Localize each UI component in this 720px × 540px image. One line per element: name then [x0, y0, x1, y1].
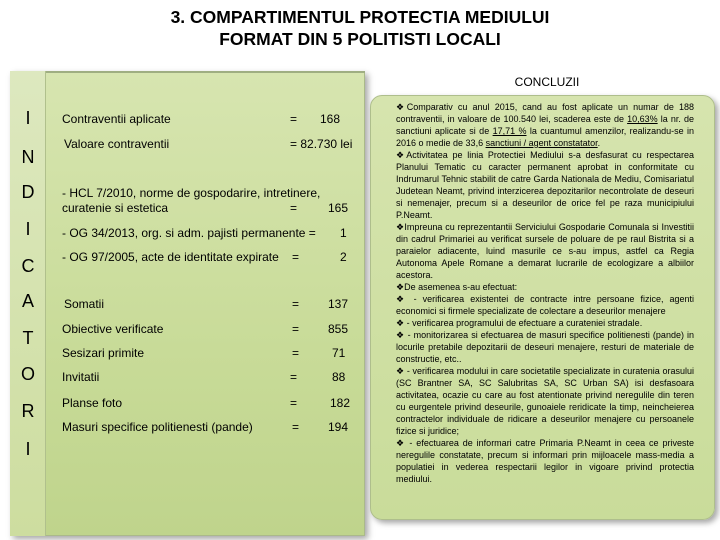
- indicator-equals: =: [290, 370, 298, 384]
- vertical-letter: I: [25, 108, 31, 128]
- vertical-letter: A: [21, 291, 34, 311]
- indicator-value: 88: [332, 370, 346, 384]
- decrease-percent-sanctions: 10,63%: [627, 114, 658, 124]
- indicator-value: = 82.730 lei: [290, 137, 353, 151]
- indicator-label: Valoare contraventii: [64, 137, 170, 151]
- title-line-1: 3. COMPARTIMENTUL PROTECTIA MEDIULUI: [170, 7, 550, 27]
- vertical-letter: T: [22, 328, 34, 348]
- indicator-label: Somatii: [64, 297, 105, 311]
- indicator-value: 2: [340, 250, 347, 264]
- indicator-label: Invitatii: [62, 370, 100, 384]
- indicator-equals: =: [292, 297, 300, 311]
- indicator-label: curatenie si estetica: [62, 201, 169, 215]
- vertical-letter: I: [25, 439, 31, 459]
- vertical-letter: O: [20, 364, 35, 384]
- page-title: [0, 6, 720, 50]
- conclusion-paragraph: ❖ - monitorizarea si efectuarea de masuri specifice politienesti (pande) in locurile pretabile depozitarii de deseuri menajere, resturi de materiale de constructie, etc..: [396, 330, 694, 364]
- conclusion-text-segment: .: [597, 138, 601, 148]
- indicator-label: - OG 34/2013, org. si adm. pajisti permanente =: [62, 226, 316, 240]
- indicator-label: Sesizari primite: [62, 346, 145, 360]
- conclusion-paragraph: ❖Impreuna cu reprezentantii Serviciului Gospodarie Comunala si Investitii din cadrul Primariei au verificat sursele de poluare de pe raul Bistrita si a paraielor adiacente, luind masurile ce s-au impus, astfel ca Regia Autonoma Apele Romane a demarat lucrarile de ecologizare a albiilor acestora.: [396, 222, 694, 280]
- indicator-label: Planse foto: [62, 396, 123, 410]
- vertical-letter: I: [25, 219, 31, 239]
- indicator-value: 1: [340, 226, 347, 240]
- indicator-equals: =: [292, 420, 300, 434]
- indicator-label: - HCL 7/2010, norme de gospodarire, intretinere,: [62, 186, 321, 200]
- indicator-equals: =: [292, 250, 300, 264]
- indicator-equals: =: [290, 201, 298, 215]
- indicator-label: Obiective verificate: [62, 322, 164, 336]
- indicator-value: 165: [328, 201, 349, 215]
- vertical-letter: R: [21, 401, 35, 421]
- vertical-letter: D: [21, 182, 35, 202]
- sanctions-per-agent: sanctiuni / agent constatator: [485, 138, 598, 148]
- conclusion-paragraph: [396, 101, 694, 149]
- panel-top-divider: [10, 71, 365, 73]
- indicator-label: Masuri specifice politienesti (pande): [62, 420, 253, 434]
- conclusions-text: [396, 101, 694, 485]
- conclusion-paragraph: ❖ - verificarea modului in care societatile specializate in curatenia orasului (SC Brantner SA, SC Salubritas SA, SC Urban SA) isi desfasoara activitatea, ocazie cu care au fost atentionate privind neregulile din teren cu eurgentele privind deseurile, gunoaiele reridicate la timp, neincheierea contractelor individuale de ridicare a deseurilor menajere cu persoanele fizice si juridice;: [396, 366, 694, 436]
- conclusion-paragraph: ❖De asemenea s-au efectuat:: [396, 282, 518, 292]
- indicator-value: 855: [328, 322, 349, 336]
- conclusion-paragraph: ❖Activitatea pe linia Protectiei Mediului s-a desfasurat cu respectarea Planului Tematic cu caracter permanent aprobat in conformitate cu Indrumarul Tehnic stabilit de catre Garda Nationala de Mediu, Comisariatul Judetean Neamt, privind interzicerea depozitarilor necontrolate de deseuri si nemenajer, precum si a deseurilor de orice fel pe raza municipiului P.Neamt.: [396, 150, 694, 220]
- conclusion-text-segment: ❖Comparativ cu anul 2015, cand au fost aplicate un numar de 188 contraventii, in valoare de 100.540 lei, scaderea este de: [396, 102, 694, 124]
- indicator-equals: =: [290, 112, 298, 126]
- vertical-letter: C: [21, 256, 35, 276]
- conclusion-paragraph: ❖ - efectuarea de informari catre Primaria P.Neamt in ceea ce priveste neregulile constatate, precum si informari prin mijloacele mass-media a populatiei in vederea respectarii legilor in vigoare privind protectia mediului.: [396, 438, 694, 484]
- conclusion-paragraph: ❖ - verificarea existentei de contracte intre persoane fizice, agenti economici si firmele specializate de colectare a deseurilor menajere: [396, 294, 694, 316]
- indicator-label: - OG 97/2005, acte de identitate expirate: [62, 250, 279, 264]
- indicator-value: 137: [328, 297, 349, 311]
- conclusions-header: CONCLUZII: [514, 75, 580, 89]
- indicator-equals: =: [292, 346, 300, 360]
- conclusion-paragraph: ❖ - verificarea programului de efectuare a curateniei stradale.: [396, 318, 643, 328]
- indicator-value: 168: [320, 112, 341, 126]
- conclusion-text-segment: la cuantumul amenzilor, realizandu-se in 2016 o medie de 33,6: [396, 126, 694, 148]
- indicator-label: Contraventii aplicate: [62, 112, 171, 126]
- indicator-value: 182: [330, 396, 351, 410]
- indicator-value: 71: [332, 346, 346, 360]
- conclusion-text-segment: la nr. de sanctiuni aplicate si de: [396, 114, 694, 136]
- indicator-value: 194: [328, 420, 349, 434]
- indicator-equals: =: [292, 322, 300, 336]
- indicator-equals: =: [290, 396, 298, 410]
- decrease-percent-fines: 17,71 %: [492, 126, 527, 136]
- vertical-letter: N: [21, 147, 35, 167]
- title-line-2: FORMAT DIN 5 POLITISTI LOCALI: [219, 29, 501, 49]
